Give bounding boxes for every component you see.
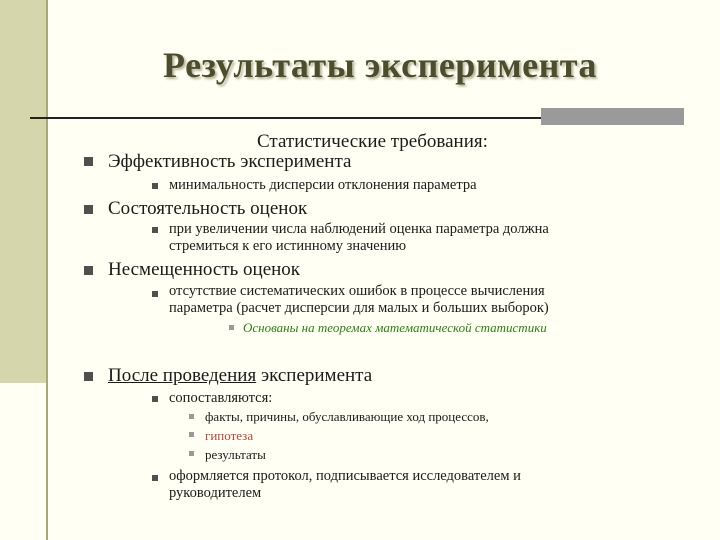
item-efficiency-sub: минимальность дисперсии отклонения параметра [169, 177, 477, 193]
bullet-square-icon [84, 205, 93, 214]
compared-item-hypothesis: гипотеза [205, 428, 254, 443]
bullet-small-icon [152, 291, 158, 297]
item-unbiasedness: Несмещенность оценок [108, 259, 301, 280]
bullet-small-icon [152, 475, 158, 481]
bullet-tiny-icon [189, 432, 194, 437]
bullet-tiny-icon [189, 414, 194, 419]
item-after-experiment-underlined: После проведения [108, 365, 257, 386]
item-after-experiment [108, 365, 372, 387]
slide-title: Результаты эксперимента [163, 45, 597, 85]
bullet-square-icon [84, 372, 93, 381]
theorem-note: Основаны на теоремах математической статистики [243, 320, 547, 335]
bullet-small-icon [152, 396, 158, 402]
compared-label: сопоставляются: [169, 390, 273, 406]
left-decor-line [46, 0, 48, 540]
compared-item-results: результаты [205, 447, 266, 462]
left-decor-band [0, 0, 48, 383]
bullet-tiny-icon [189, 451, 194, 456]
item-efficiency: Эффективность эксперимента [108, 151, 352, 172]
bullet-square-icon [84, 266, 93, 275]
item-after-experiment-rest: эксперимента [256, 365, 373, 386]
subheading: Статистические требования: [257, 131, 488, 152]
item-consistency-sub-2: стремиться к его истинному значению [169, 238, 407, 254]
item-unbiasedness-sub-2: параметра (расчет дисперсии для малых и больших выборок) [169, 300, 549, 316]
item-consistency-sub-1: при увеличении числа наблюдений оценка параметра должна [169, 221, 549, 237]
bullet-small-icon [152, 183, 158, 189]
protocol-line-1: оформляется протокол, подписывается исследователем и [169, 468, 521, 484]
protocol-line-2: руководителем [169, 485, 262, 501]
title-rule-block [541, 108, 684, 125]
bullet-small-icon [152, 227, 158, 233]
item-unbiasedness-sub-1: отсутствие систематических ошибок в процессе вычисления [169, 283, 545, 299]
item-consistency: Состоятельность оценок [108, 198, 308, 219]
bullet-tiny-icon [229, 325, 234, 330]
bullet-square-icon [84, 157, 93, 166]
compared-item-facts: факты, причины, обуславливающие ход процессов, [205, 409, 489, 424]
